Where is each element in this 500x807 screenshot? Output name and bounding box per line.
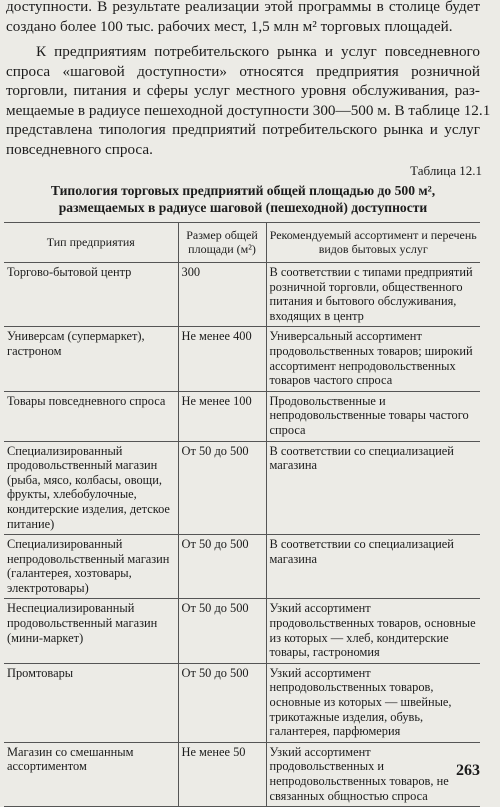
cell-enterprise-type: Промтовары bbox=[4, 663, 178, 742]
text-line: повседневного спроса. bbox=[6, 140, 153, 158]
cell-enterprise-type: Торгово-бытовой центр bbox=[4, 263, 178, 327]
table-row bbox=[4, 441, 480, 535]
cell-area: От 50 до 500 bbox=[178, 535, 266, 599]
table-title-line: размещаемых в радиусе шаговой (пешеходной) доступности bbox=[58, 200, 428, 215]
cell-area: От 50 до 500 bbox=[178, 599, 266, 663]
text-line: создано более 100 тыс. рабочих мест, 1,5 млн м² торговых площадей. bbox=[6, 17, 453, 35]
table-row bbox=[4, 663, 480, 742]
cell-area: 300 bbox=[178, 263, 266, 327]
table-body bbox=[4, 263, 480, 807]
table-header-row bbox=[4, 223, 480, 263]
cell-enterprise-type: Специализированный непродовольственный магазин (галантерея, хозтовары, электротовары) bbox=[4, 535, 178, 599]
column-header-type: Тип предприятия bbox=[4, 223, 178, 263]
cell-assortment: В соответствии со специализацией магазина bbox=[266, 535, 480, 599]
cell-assortment: Узкий ассортимент продовольственных и непродовольственных товаров, не связанных общностью спроса bbox=[266, 742, 480, 806]
cell-assortment: Узкий ассортимент непродовольственных товаров, основные из которых — швейные, трикотажные изделия, обувь, галантерея, парфюмерия bbox=[266, 663, 480, 742]
text-line: доступности. В результате реализации этой программы в столице будет bbox=[6, 0, 480, 15]
table-row bbox=[4, 742, 480, 806]
column-header-assortment: Рекомендуемый ассортимент и перечень видов бытовых услуг bbox=[266, 223, 480, 263]
cell-assortment: Универсальный ассортимент продовольственных товаров; широкий ассортимент непродовольственных товаров частого спроса bbox=[266, 327, 480, 391]
cell-enterprise-type: Магазин со смешанным ассортиментом bbox=[4, 742, 178, 806]
table-row bbox=[4, 327, 480, 391]
table-label: Таблица 12.1 bbox=[410, 163, 482, 178]
table-title bbox=[6, 182, 480, 216]
cell-assortment: В соответствии с типами предприятий розничной торговли, общественного питания и бытового обслуживания, входящих в центр bbox=[266, 263, 480, 327]
cell-enterprise-type: Неспециализированный продовольственный магазин (мини-маркет) bbox=[4, 599, 178, 663]
cell-area: От 50 до 500 bbox=[178, 441, 266, 535]
cell-assortment: В соответствии со специализацией магазина bbox=[266, 441, 480, 535]
table-row bbox=[4, 263, 480, 327]
paragraph-1 bbox=[6, 0, 480, 36]
text-line: мещаемые в радиусе пешеходной доступности 300—500 м. В таблице 12.1 bbox=[6, 101, 491, 119]
cell-enterprise-type: Товары повседневного спроса bbox=[4, 391, 178, 441]
text-line: спроса «шаговой доступности» относятся предприятия розничной bbox=[6, 62, 480, 80]
table-row bbox=[4, 391, 480, 441]
paragraph-2 bbox=[6, 42, 491, 160]
table-title-line: Типология торговых предприятий общей площадью до 500 м², bbox=[50, 183, 436, 198]
cell-area: От 50 до 500 bbox=[178, 663, 266, 742]
cell-area: Не менее 400 bbox=[178, 327, 266, 391]
cell-assortment: Продовольственные и непродовольственные товары частого спроса bbox=[266, 391, 480, 441]
cell-enterprise-type: Универсам (супермаркет), гастроном bbox=[4, 327, 178, 391]
text-line: торговли, питания и сферы услуг местного уровня обслуживания, раз- bbox=[6, 82, 480, 100]
cell-assortment: Узкий ассортимент продовольственных товаров, основные из которых — хлеб, кондитерские товары, гастрономия bbox=[266, 599, 480, 663]
table-row bbox=[4, 535, 480, 599]
text-line: представлена типология предприятий потребительского рынка и услуг bbox=[6, 121, 480, 139]
cell-enterprise-type: Специализированный продовольственный магазин (рыба, мясо, колбасы, овощи, фрукты, хлебобулочные, кондитерские изделия, детское питание) bbox=[4, 441, 178, 535]
page-number: 263 bbox=[456, 762, 480, 779]
table-row bbox=[4, 599, 480, 663]
column-header-area: Размер общей площади (м²) bbox=[178, 223, 266, 263]
cell-area: Не менее 50 bbox=[178, 742, 266, 806]
text-line: К предприятиям потребительского рынка и услуг повседневного bbox=[36, 43, 480, 60]
cell-area: Не менее 100 bbox=[178, 391, 266, 441]
typology-table bbox=[4, 222, 480, 807]
